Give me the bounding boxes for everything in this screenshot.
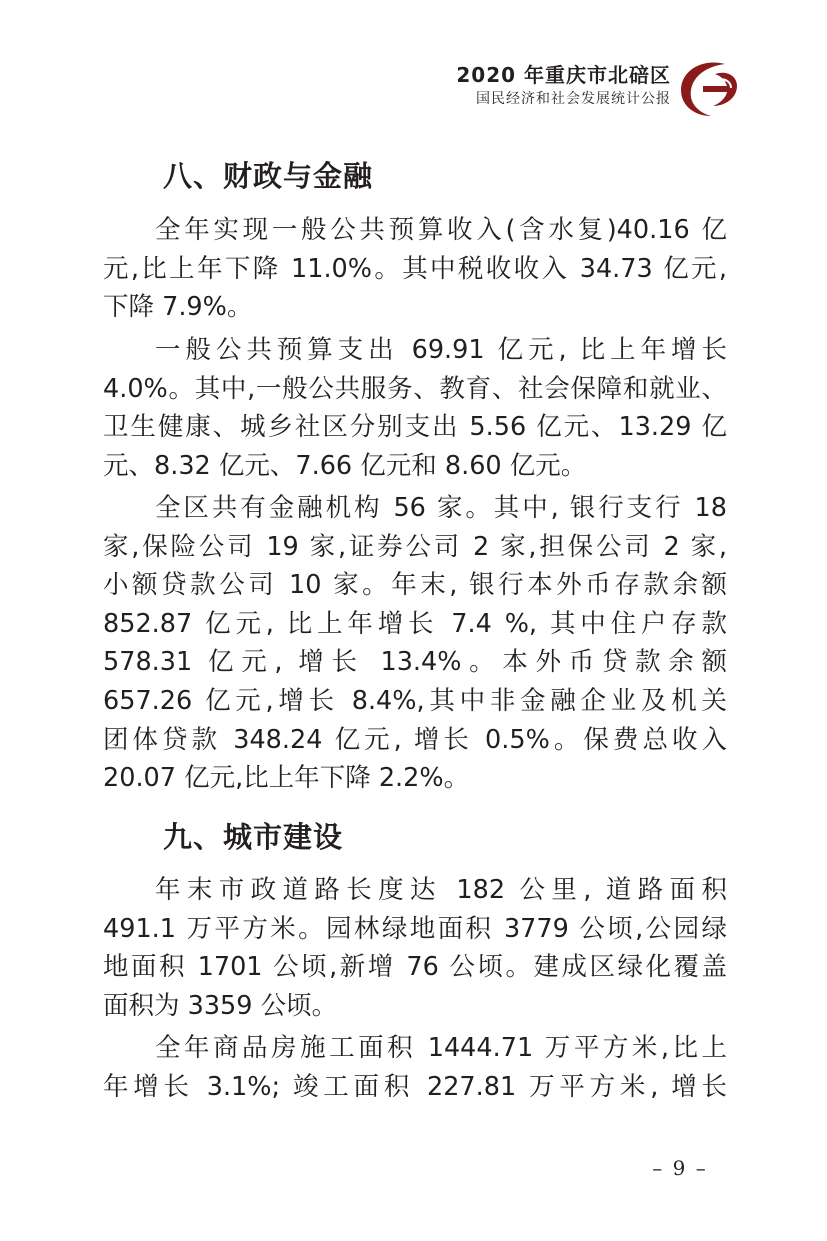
paragraph-line: 卫生健康、城乡社区分别支出 5.56 亿元、13.29 亿 — [103, 412, 727, 443]
page-number: – 9 – — [652, 1156, 708, 1180]
paragraph-line: 491.1 万平方米。园林绿地面积 3779 公顷,公园绿 — [103, 913, 727, 944]
paragraph-expenditure — [103, 331, 727, 485]
page-header — [447, 56, 767, 118]
paragraph-line: 全年实现一般公共预算收入(含水复)40.16 亿 — [155, 215, 727, 245]
paragraph-line: 4.0%。其中,一般公共服务、教育、社会保障和就业、 — [103, 373, 727, 404]
paragraph-revenue — [103, 211, 727, 327]
paragraph-line: 657.26 亿元,增长 8.4%,其中非金融企业及机关 — [103, 685, 727, 716]
paragraph-line: 全区共有金融机构 56 家。其中, 银行支行 18 — [155, 493, 727, 523]
section-heading-urban-construction: 九、城市建设 — [163, 820, 344, 854]
paragraph-line: 团体贷款 348.24 亿元, 增长 0.5%。保费总收入 — [103, 724, 727, 755]
paragraph-line: 一般公共预算支出 69.91 亿元, 比上年增长 — [155, 335, 727, 365]
paragraph-real-estate — [103, 1029, 727, 1106]
paragraph-roads-greenery — [103, 871, 727, 1025]
paragraph-line: 年末市政道路长度达 182 公里, 道路面积 — [155, 875, 727, 905]
paragraph-line: 元,比上年下降 11.0%。其中税收收入 34.73 亿元, — [103, 253, 727, 284]
paragraph-line: 家,保险公司 19 家,证券公司 2 家,担保公司 2 家, — [103, 531, 727, 562]
header-subtitle: 国民经济和社会发展统计公报 — [476, 91, 671, 107]
paragraph-line: 578.31 亿元, 增长 13.4%。本外币贷款余额 — [103, 647, 727, 678]
paragraph-line: 852.87 亿元, 比上年增长 7.4 %, 其中住户存款 — [103, 608, 727, 639]
paragraph-line: 元、8.32 亿元、7.66 亿元和 8.60 亿元。 — [103, 450, 587, 481]
paragraph-line: 年增长 3.1%; 竣工面积 227.81 万平方米, 增长 — [103, 1071, 727, 1102]
paragraph-line: 下降 7.9%。 — [103, 292, 253, 323]
paragraph-line: 20.07 亿元,比上年下降 2.2%。 — [103, 763, 470, 794]
statistics-emblem-icon — [675, 56, 743, 120]
paragraph-line: 面积为 3359 公顷。 — [103, 990, 338, 1021]
paragraph-financial-institutions — [103, 489, 727, 798]
section-heading-finance: 八、财政与金融 — [163, 159, 374, 193]
header-title: 2020 年重庆市北碚区 — [456, 63, 671, 87]
paragraph-line: 全年商品房施工面积 1444.71 万平方米,比上 — [155, 1033, 727, 1063]
paragraph-line: 地面积 1701 公顷,新增 76 公顷。建成区绿化覆盖 — [103, 952, 727, 983]
header-text-block — [456, 62, 671, 110]
paragraph-line: 小额贷款公司 10 家。年末, 银行本外币存款余额 — [103, 570, 727, 601]
